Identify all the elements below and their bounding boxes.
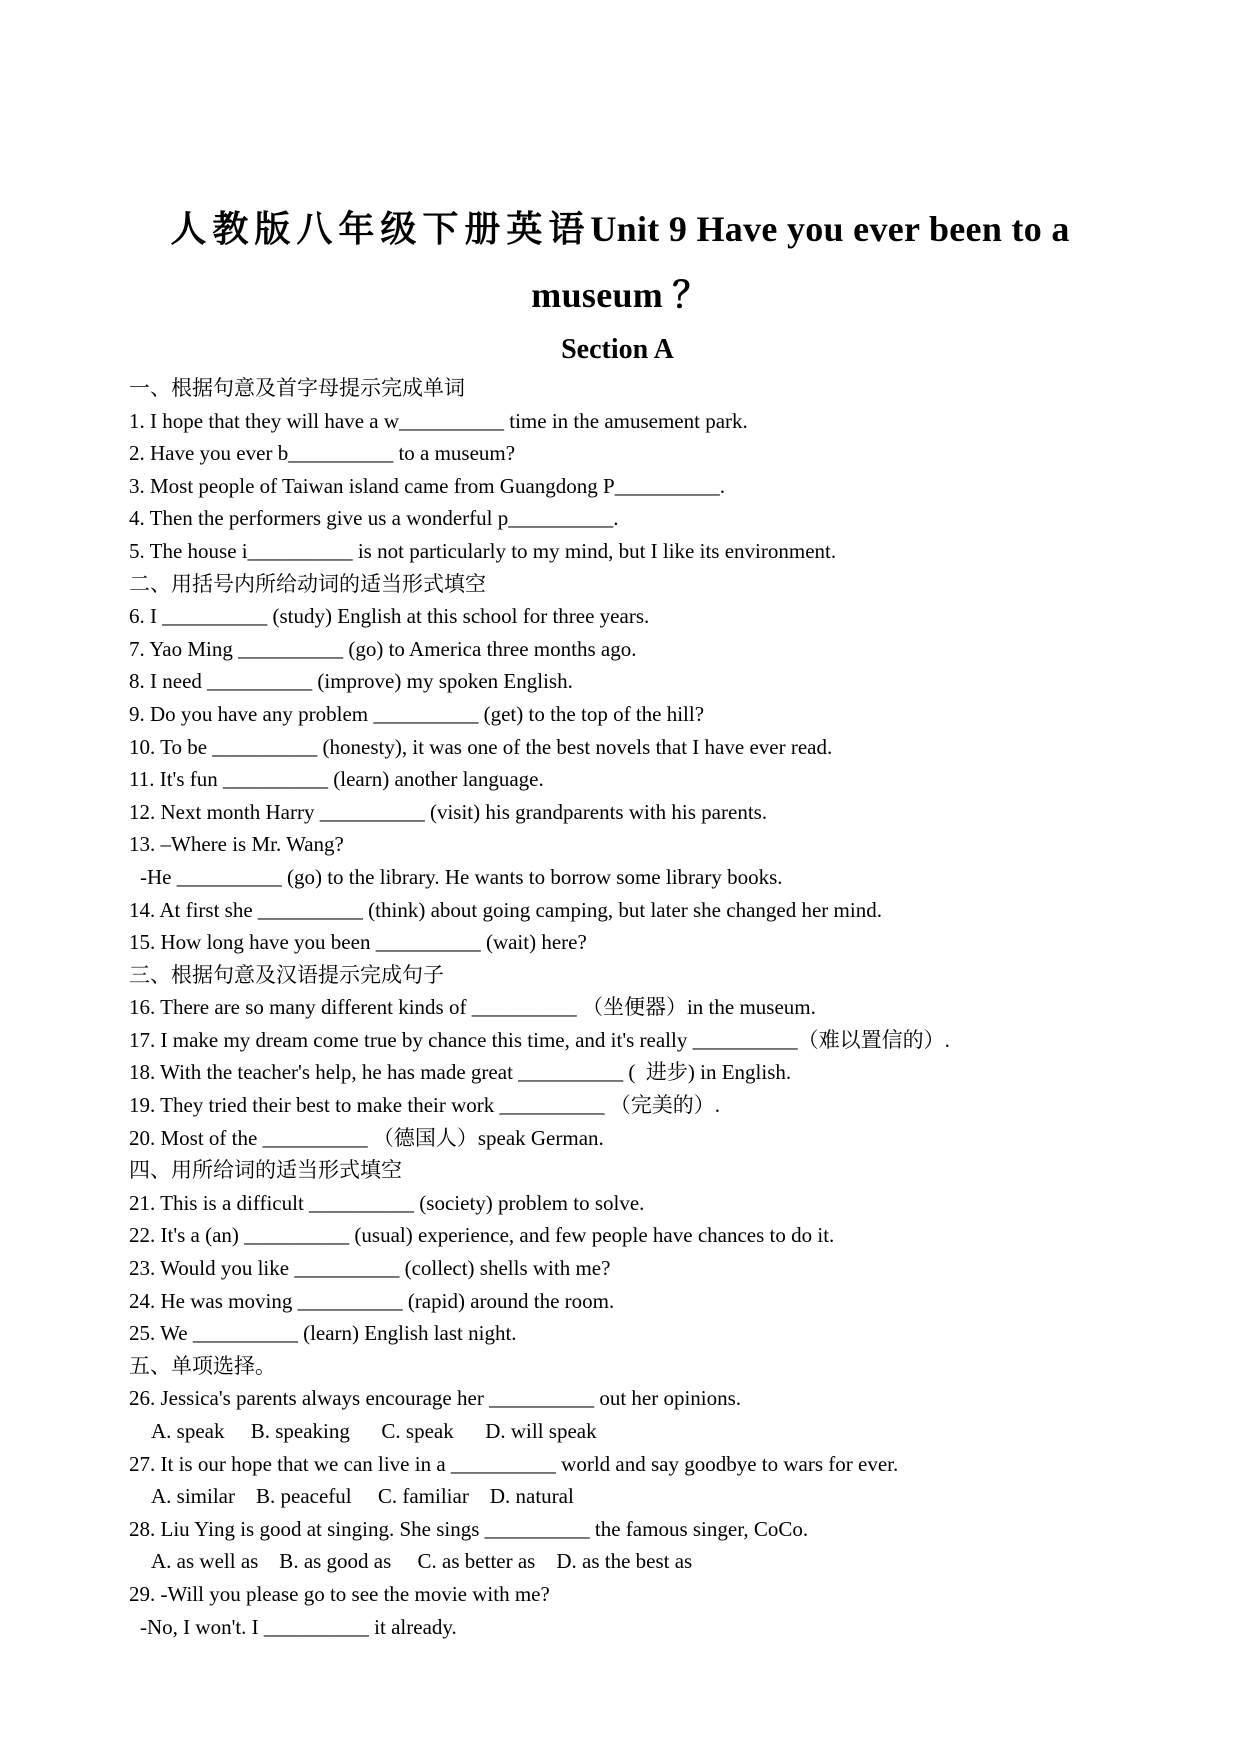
question-24: 24. He was moving __________ (rapid) around the room. [129,1288,615,1313]
part-2-heading: 二、用括号内所给动词的适当形式填空 [129,571,486,596]
question-16: 16. There are so many different kinds of __________ （坐便器）in the museum. [129,995,816,1020]
question-28-options: A. as well as B. as good as C. as better as D. as the best as [151,1549,693,1574]
question-2: 2. Have you ever b__________ to a museum? [129,441,516,466]
question-14: 14. At first she __________ (think) about going camping, but later she changed her mind. [129,897,882,922]
question-1: 1. I hope that they will have a w__________ time in the amusement park. [129,408,748,433]
question-3: 3. Most people of Taiwan island came from Guangdong P__________. [129,473,725,498]
question-27: 27. It is our hope that we can live in a __________ world and say goodbye to wars for ever. [129,1451,899,1476]
question-29-answer: -No, I won't. I __________ it already. [140,1614,457,1639]
question-12: 12. Next month Harry __________ (visit) his grandparents with his parents. [129,799,768,824]
question-6: 6. I __________ (study) English at this school for three years. [129,604,650,629]
question-28: 28. Liu Ying is good at singing. She sings __________ the famous singer, CoCo. [129,1516,809,1541]
part-5-heading: 五、单项选择。 [129,1353,276,1378]
question-11: 11. It's fun __________ (learn) another language. [129,767,544,792]
section-title: Section A [561,334,674,365]
part-1-heading: 一、根据句意及首字母提示完成单词 [129,376,465,400]
title-english-line1: Unit 9 Have you ever been to a [590,209,1070,249]
part-3-heading: 三、根据句意及汉语提示完成句子 [129,962,444,987]
question-15: 15. How long have you been __________ (wait) here? [129,930,587,955]
question-27-options: A. similar B. peaceful C. familiar D. natural [151,1484,574,1509]
question-26-options: A. speak B. speaking C. speak D. will speak [151,1419,597,1443]
question-21: 21. This is a difficult __________ (society) problem to solve. [129,1190,645,1215]
question-9: 9. Do you have any problem __________ (get) to the top of the hill? [129,701,705,726]
part-4-heading: 四、用所给词的适当形式填空 [129,1158,402,1183]
question-26: 26. Jessica's parents always encourage her __________ out her opinions. [129,1386,742,1411]
exercise-content [129,372,1129,1643]
question-18: 18. With the teacher's help, he has made great __________ ( 进步) in English. [129,1060,792,1085]
question-5: 5. The house i__________ is not particularly to my mind, but I like its environment. [129,538,837,563]
question-8: 8. I need __________ (improve) my spoken English. [129,669,573,694]
question-13: 13. –Where is Mr. Wang? [129,832,344,857]
question-29: 29. -Will you please go to see the movie with me? [129,1581,550,1606]
question-20: 20. Most of the __________ （德国人）speak German. [129,1125,604,1150]
question-25: 25. We __________ (learn) English last night. [129,1321,517,1346]
question-17: 17. I make my dream come true by chance this time, and it's really __________（难以置信的）. [129,1027,950,1052]
title-english-line2: museum ？ [531,275,709,315]
title-chinese: 人教版八年级下册英语 [170,209,591,249]
document-title [130,196,1110,328]
question-13-answer: -He __________ (go) to the library. He wants to borrow some library books. [140,864,783,889]
question-23: 23. Would you like __________ (collect) shells with me? [129,1256,611,1281]
question-4: 4. Then the performers give us a wonderful p__________. [129,506,619,531]
question-7: 7. Yao Ming __________ (go) to America three months ago. [129,636,637,661]
question-10: 10. To be __________ (honesty), it was one of the best novels that I have ever read. [129,734,833,759]
question-19: 19. They tried their best to make their work __________ （完美的）. [129,1093,721,1118]
question-22: 22. It's a (an) __________ (usual) experience, and few people have chances to do it. [129,1223,835,1248]
